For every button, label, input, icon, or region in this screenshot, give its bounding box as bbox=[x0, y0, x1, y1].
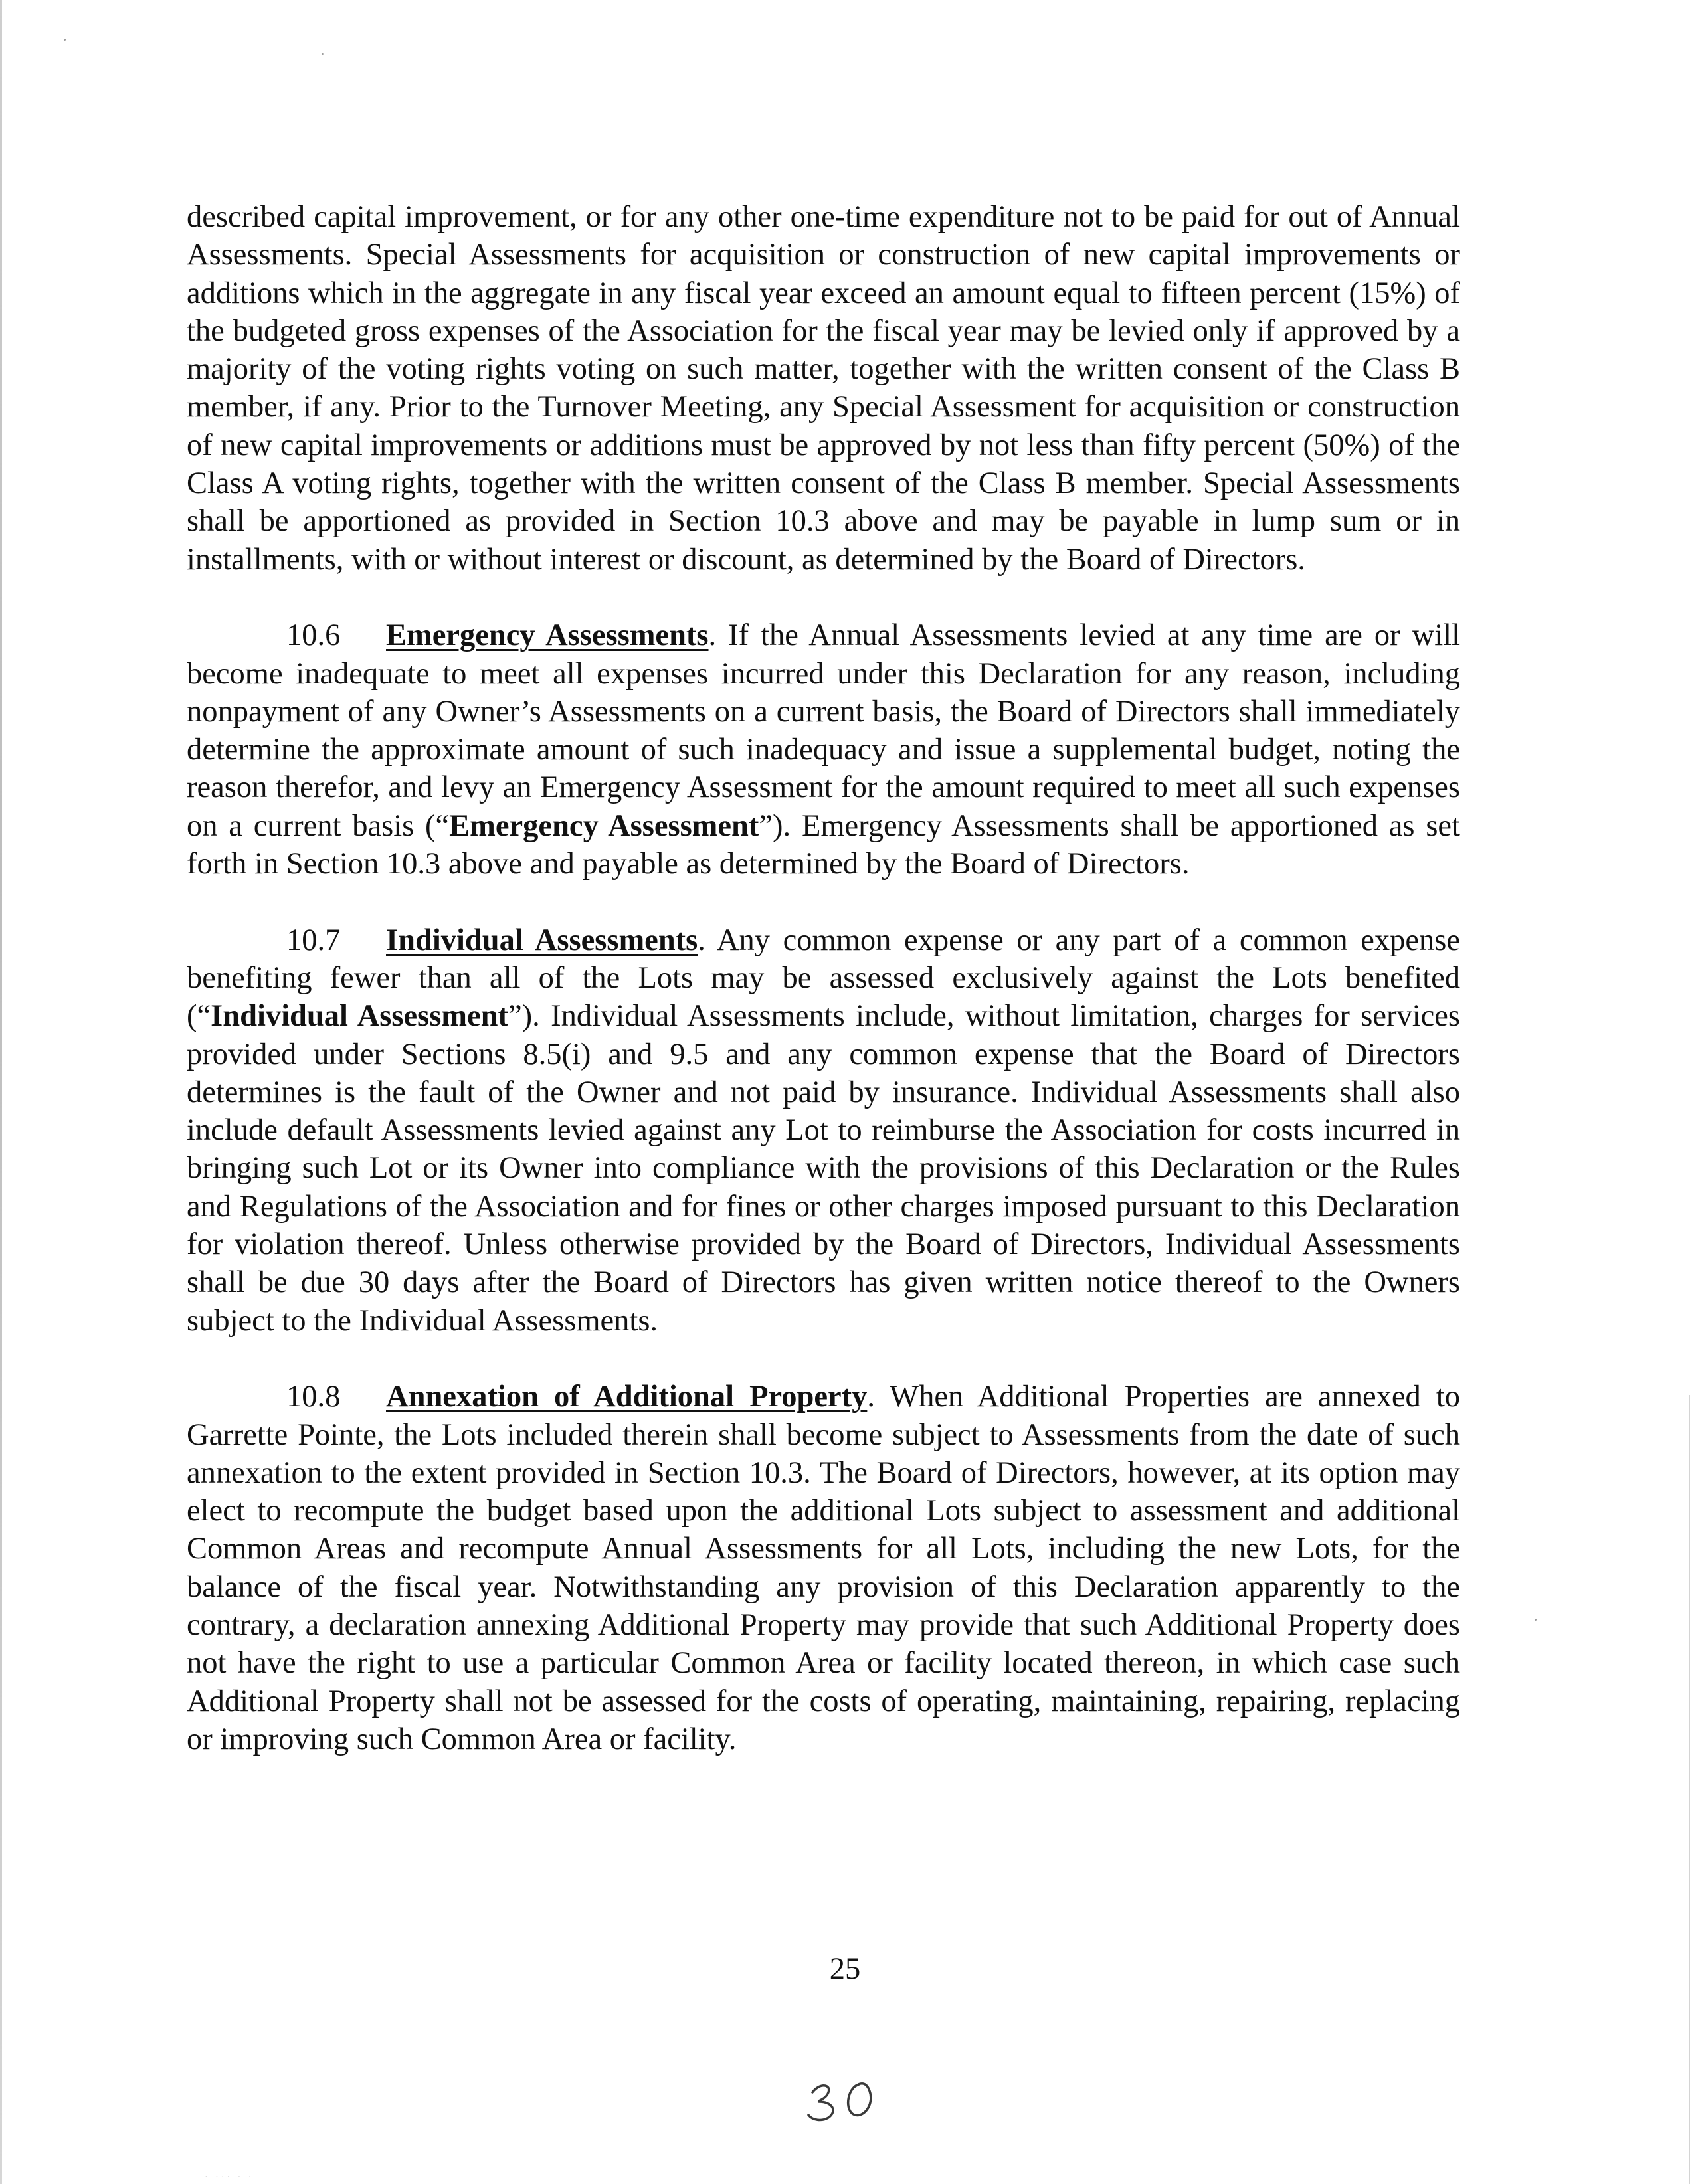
section-text: . When Additional Properties are annexed to Garrette Pointe, the Lots included therein shall become subject to Assessments from the date of such annexation to the extent provided in Section 10.3. The Board of Directors, however, at its option may elect to recompute the budget based upon the additional Lots subject to assessment and additional Common Areas and recompute Annual Assessments for all Lots, including the new Lots, for the balance of the fiscal year. Notwithstanding any provision of this Declaration apparently to the contrary, a declaration annexing Additional Property may provide that such Additional Property does not have the right to use a particular Common Area or facility located thereon, in which case such Additional Property shall not be assessed for the costs of operating, maintaining, repairing, replacing or improving such Common Area or facility. bbox=[187, 1380, 1460, 1756]
scan-footer-marks: · ··· · · bbox=[205, 2173, 254, 2183]
section-text: ”). Emergency Assessments shall be apportioned as set forth in Section 10.3 above and payable as determined by the Board of Directors. bbox=[187, 808, 1460, 881]
section-heading: Emergency Assessments bbox=[386, 618, 709, 653]
scan-speck bbox=[64, 39, 66, 41]
section-10-6 bbox=[187, 616, 1460, 883]
section-text: ”). Individual Assessments include, without limitation, charges for services provided under Sections 8.5(i) and 9.5 and any common expense that the Board of Directors determines is the fault of the Owner and not paid by insurance. Individual Assessments shall also include default Assessments levied against any Lot to reimburse the Association for costs incurred in bringing such Lot or its Owner into compliance with the provisions of this Declaration or the Rules and Regulations of the Association and for fines or other charges imposed pursuant to this Declaration for violation thereof. Unless otherwise provided by the Board of Directors, Individual Assessments shall be due 30 days after the Board of Directors has given written notice thereof to the Owners subject to the Individual Assessments. bbox=[187, 999, 1460, 1338]
section-text: . Any common expense or any part of a common expense benefiting fewer than all of the Lots may be assessed exclusively against the Lots benefited (“ bbox=[187, 923, 1460, 1034]
scan-speck bbox=[1535, 1619, 1537, 1621]
handwritten-page-number bbox=[800, 2072, 887, 2129]
section-number: 10.6 bbox=[286, 618, 341, 653]
scan-speck bbox=[322, 53, 324, 55]
section-10-8 bbox=[187, 1378, 1460, 1758]
scan-edge-left bbox=[0, 0, 2, 2184]
section-10-7 bbox=[187, 921, 1460, 1340]
handwritten-mark bbox=[800, 2072, 887, 2126]
section-number: 10.7 bbox=[286, 923, 341, 957]
defined-term: Emergency Assessment bbox=[449, 808, 759, 843]
section-heading: Individual Assessments bbox=[386, 923, 698, 957]
defined-term: Individual Assessment bbox=[211, 999, 509, 1034]
paragraph-continued: described capital improvement, or for any other one-time expenditure not to be paid for out of Annual Assessments. Special Assessments for acquisition or construction of new capital improvements or additions which in the aggregate in any fiscal year exceed an amount equal to fifteen percent (15%) of the budgeted gross expenses of the Association for the fiscal year may be levied only if approved by a majority of the voting rights voting on such matter, together with the written consent of the Class B member, if any. Prior to the Turnover Meeting, any Special Assessment for acquisition or construction of new capital improvements or additions must be approved by not less than fifty percent (50%) of the Class A voting rights, together with the written consent of the Class B member. Special Assessments shall be apportioned as provided in Section 10.3 above and may be payable in lump sum or in installments, with or without interest or discount, as determined by the Board of Directors. bbox=[187, 200, 1460, 577]
section-text: . If the Annual Assessments levied at any time are or will become inadequate to meet all expenses incurred under this Declaration for any reason, including nonpayment of any Owner’s Assessments on a current basis, the Board of Directors shall immediately determine the approximate amount of such inadequacy and issue a supplemental budget, noting the reason therefor, and levy an Emergency Assessment for the amount required to meet all such expenses on a current basis (“ bbox=[187, 618, 1460, 843]
document-body bbox=[187, 198, 1460, 1796]
page-number: 25 bbox=[829, 1952, 861, 1986]
section-number: 10.8 bbox=[286, 1380, 341, 1414]
section-heading: Annexation of Additional Property bbox=[386, 1380, 868, 1414]
